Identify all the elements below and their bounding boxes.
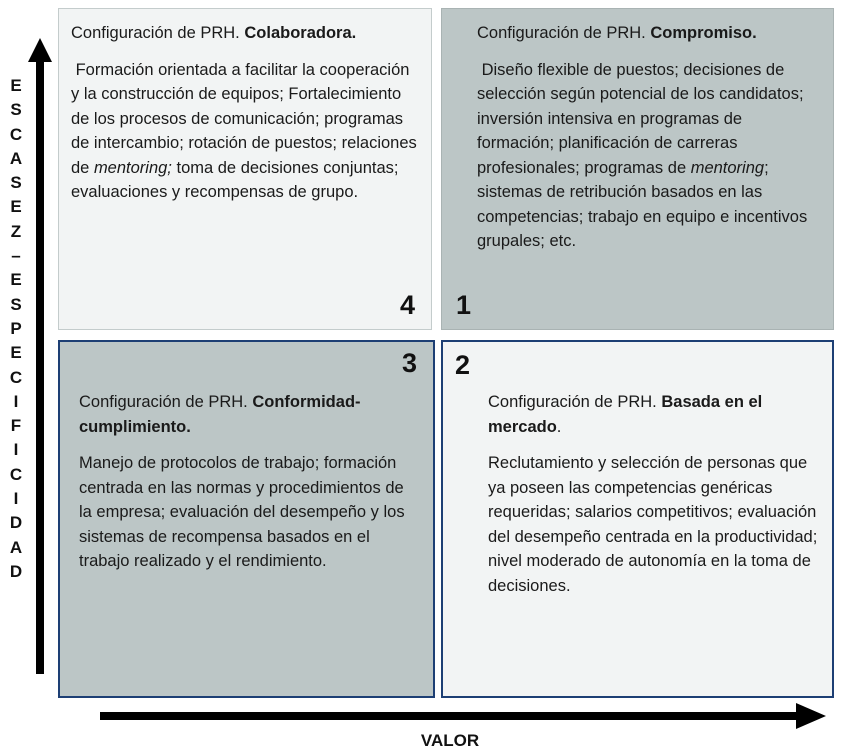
vertical-axis-letter: S (10, 294, 22, 314)
horizontal-axis-arrow (100, 701, 828, 731)
vertical-axis-letter: D (9, 561, 23, 581)
vertical-axis-letter: S (10, 173, 22, 193)
vertical-axis-letter: I (13, 440, 19, 460)
vertical-axis-letter: A (9, 537, 23, 557)
vertical-axis-letter: C (9, 124, 23, 144)
horizontal-axis-label: VALOR (420, 731, 480, 750)
quadrant-conformidad-cumplimiento (58, 340, 435, 698)
quadrant-basada-en-el-mercado (441, 340, 834, 698)
quadrant-title: Configuración de PRH. Basada en el mercado. (488, 393, 763, 436)
vertical-axis-letter: D (9, 513, 23, 533)
vertical-axis-letter: I (13, 489, 19, 509)
quadrant-compromiso (441, 8, 834, 330)
vertical-axis-letter: A (9, 148, 23, 168)
vertical-axis-letter: C (9, 367, 23, 387)
vertical-axis-letter: C (9, 464, 23, 484)
quadrant-number: 4 (399, 290, 415, 320)
vertical-axis-letter: F (10, 416, 22, 436)
vertical-axis-letter: P (10, 318, 22, 338)
quadrant-number: 3 (401, 348, 417, 378)
vertical-axis-letter: E (10, 76, 22, 95)
vertical-axis-letter: S (10, 100, 22, 120)
vertical-axis-letter: I (13, 391, 19, 411)
quadrant-number: 2 (455, 350, 471, 380)
quadrant-title: Configuración de PRH. Colaboradora. (71, 24, 357, 42)
quadrant-description: Formación orientada a facilitar la cooperación y la construcción de equipos; Fortalecimiento de los procesos de comunicación; programas de intercambio; rotación de puestos; relaciones de mentoring; toma de decisiones conjuntas; evaluaciones y recompensas de grupo. (71, 60, 417, 201)
vertical-axis-letter: E (10, 270, 22, 290)
quadrant-colaboradora (58, 8, 432, 330)
quadrant-description: Reclutamiento y selección de personas que ya poseen las competencias genéricas requeridas; salarios competitivos; evaluación del desempeño centrada en la productividad; nivel moderado de autonomía en la toma de decisiones. (488, 454, 818, 595)
vertical-axis-letter: E (10, 343, 22, 363)
vertical-axis-label (0, 74, 32, 584)
vertical-axis-letter: – (11, 246, 21, 266)
vertical-axis-letter: E (10, 197, 22, 217)
quadrant-description: Manejo de protocolos de trabajo; formación centrada en las normas y procedimientos de la empresa; evaluación del desempeño y los sistemas de recompensa basados en el trabajo realizado y el rendimiento. (79, 454, 405, 570)
quadrant-title: Configuración de PRH. Compromiso. (477, 24, 757, 42)
vertical-axis-letter: Z (10, 221, 22, 241)
quadrant-title: Configuración de PRH. Conformidad-cumplimiento. (79, 393, 361, 436)
quadrant-number: 1 (456, 290, 472, 320)
quadrant-description: Diseño flexible de puestos; decisiones de selección según potencial de los candidatos; inversión intensiva en programas de formación; planificación de carreras profesionales; programas de mentoring; sistemas de retribución basados en las competencias; trabajo en equipo e incentivos grupales; etc. (477, 60, 808, 250)
